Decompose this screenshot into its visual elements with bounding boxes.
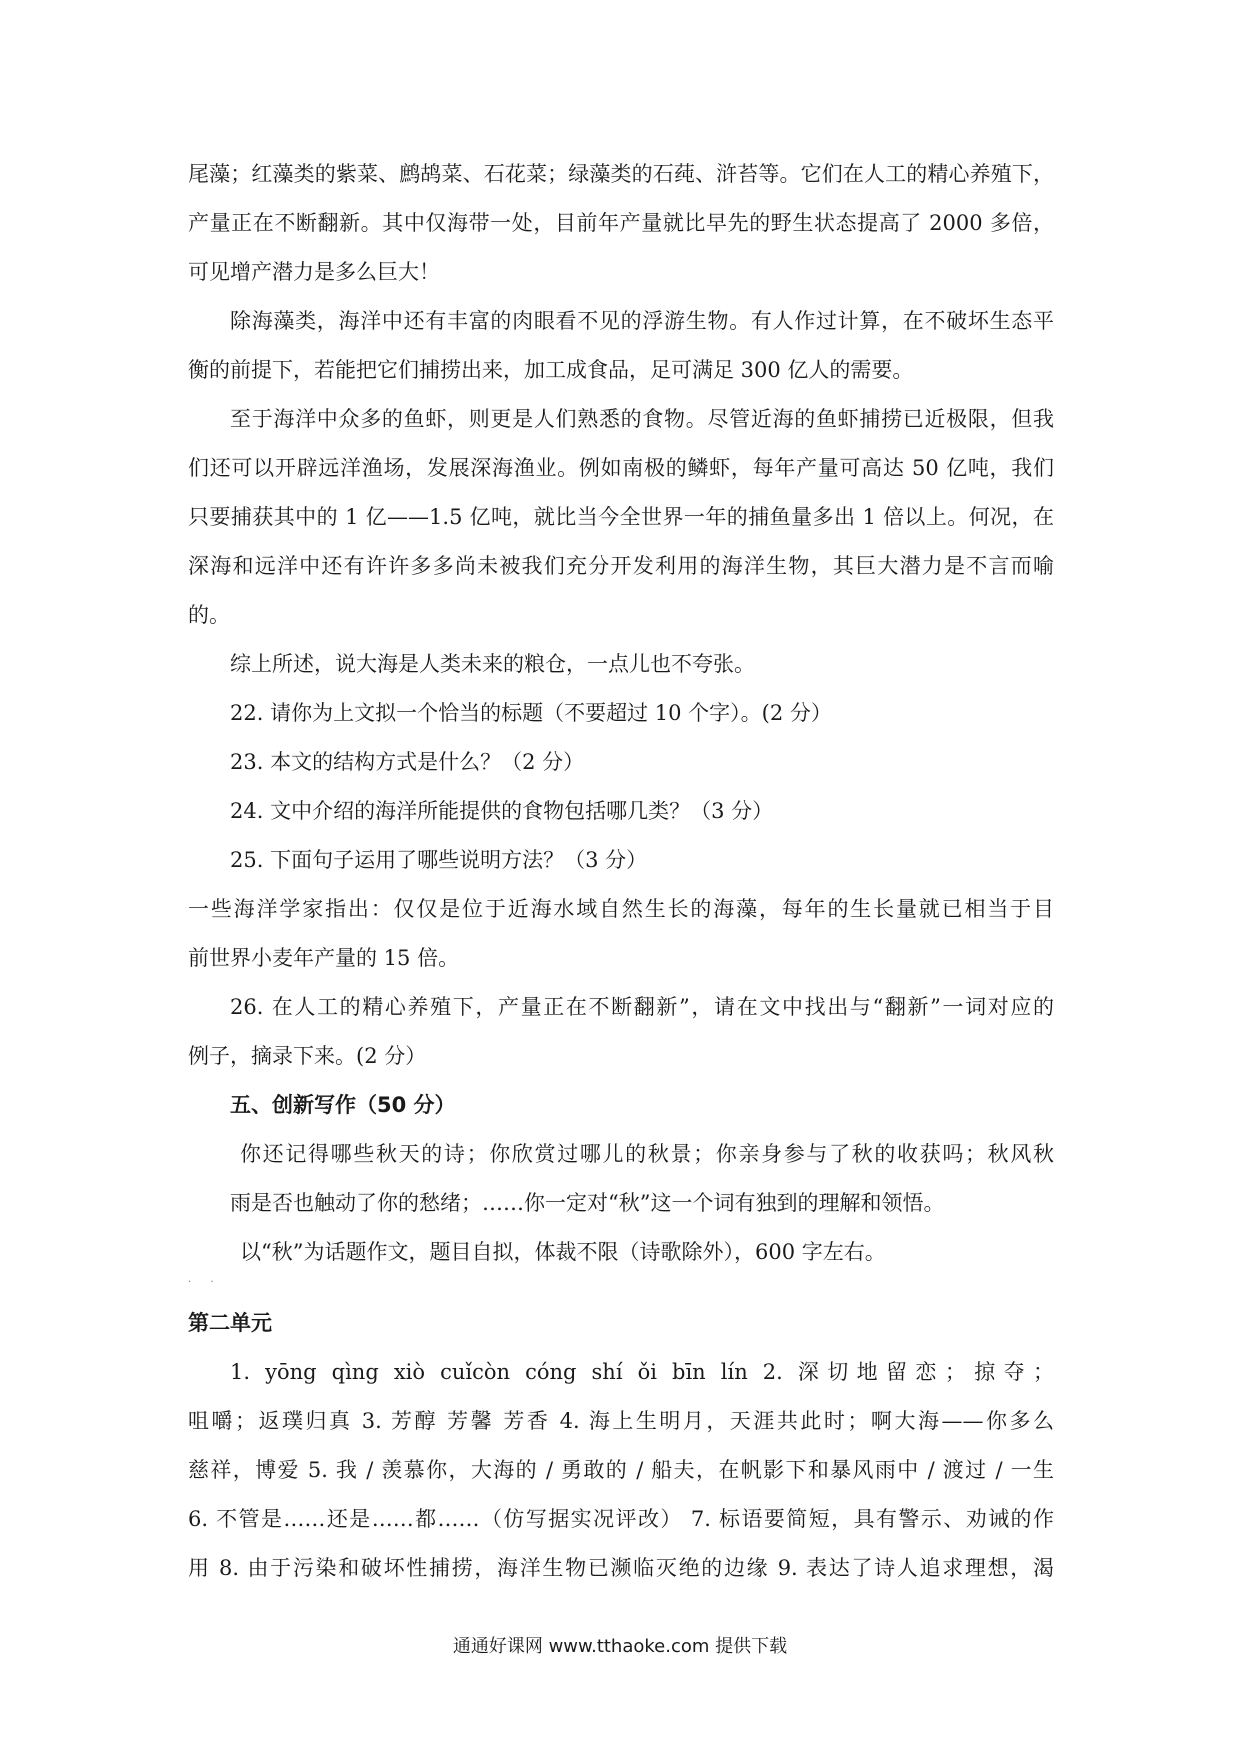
question-25: 25. 下面句子运用了哪些说明方法？（3 分） — [230, 848, 648, 872]
answer-line: 1. yōng qìng xiò cuǐcòn cóng shí ǒi bīn lín 2. 深切地留恋；掠夺； — [230, 1360, 1054, 1384]
question-25-quote: 前世界小麦年产量的 15 倍。 — [188, 946, 460, 970]
passage-line: 综上所述，说大海是人类未来的粮仓，一点儿也不夸张。 — [230, 652, 755, 676]
writing-section-title: 五、创新写作（50 分） — [230, 1093, 456, 1117]
question-22: 22. 请你为上文拟一个恰当的标题（不要超过 10 个字）。(2 分） — [230, 701, 832, 725]
question-26: 26. 在人工的精心养殖下，产量正在不断翻新”，请在文中找出与“翻新”一词对应的 — [230, 995, 1054, 1019]
passage-line: 的。 — [188, 603, 230, 627]
answer-line: 用 8. 由于污染和破坏性捕捞，海洋生物已濒临灭绝的边缘 9. 表达了诗人追求理想，渴 — [188, 1556, 1054, 1580]
passage-line: 尾藻；红藻类的紫菜、鹧鸪菜、石花菜；绿藻类的石莼、浒苔等。它们在人工的精心养殖下， — [188, 162, 1054, 186]
question-26: 例子，摘录下来。(2 分） — [188, 1044, 427, 1068]
writing-prompt-line: 你还记得哪些秋天的诗；你欣赏过哪儿的秋景；你亲身参与了秋的收获吗；秋风秋 — [240, 1142, 1054, 1166]
answer-line: 慈祥，博爱 5. 我 / 羡慕你，大海的 / 勇敢的 / 船夫，在帆影下和暴风雨中 / 渡过 / 一生 — [188, 1458, 1054, 1482]
answer-line: 6. 不管是……还是……都……（仿写据实况评改） 7. 标语要简短，具有警示、劝诫的作 — [188, 1507, 1054, 1531]
scan-speck: · · — [188, 1277, 222, 1288]
passage-line: 只要捕获其中的 1 亿——1.5 亿吨，就比当今全世界一年的捕鱼量多出 1 倍以上。何况，在 — [188, 505, 1054, 529]
passage-line: 产量正在不断翻新。其中仅海带一处，目前年产量就比早先的野生状态提高了 2000 多倍， — [188, 211, 1054, 235]
passage-line: 深海和远洋中还有许许多多尚未被我们充分开发利用的海洋生物，其巨大潜力是不言而喻 — [188, 554, 1054, 578]
question-24: 24. 文中介绍的海洋所能提供的食物包括哪几类？（3 分） — [230, 799, 774, 823]
passage-line: 衡的前提下，若能把它们捕捞出来，加工成食品，足可满足 300 亿人的需要。 — [188, 358, 914, 382]
passage-line: 至于海洋中众多的鱼虾，则更是人们熟悉的食物。尽管近海的鱼虾捕捞已近极限，但我 — [230, 407, 1054, 431]
passage-line: 可见增产潜力是多么巨大！ — [188, 260, 440, 284]
question-23: 23. 本文的结构方式是什么？（2 分） — [230, 750, 585, 774]
writing-prompt-line: 雨是否也触动了你的愁绪；……你一定对“秋”这一个词有独到的理解和领悟。 — [230, 1191, 945, 1215]
passage-line: 们还可以开辟远洋渔场，发展深海渔业。例如南极的鳞虾，每年产量可高达 50 亿吨，我们 — [188, 456, 1054, 480]
page-footer: 通通好课网 www.tthaoke.com 提供下载 — [452, 1636, 788, 1657]
page-content — [188, 150, 1054, 1593]
question-25-quote: 一些海洋学家指出：仅仅是位于近海水域自然生长的海藻，每年的生长量就已相当于目 — [188, 897, 1054, 921]
writing-prompt-line: 以“秋”为话题作文，题目自拟，体裁不限（诗歌除外），600 字左右。 — [240, 1240, 886, 1264]
answer-unit-title: 第二单元 — [188, 1311, 272, 1335]
passage-line: 除海藻类，海洋中还有丰富的肉眼看不见的浮游生物。有人作过计算，在不破坏生态平 — [230, 309, 1054, 333]
answer-line: 咀嚼；返璞归真 3. 芳醇 芳馨 芳香 4. 海上生明月，天涯共此时；啊大海——你多么 — [188, 1409, 1054, 1433]
